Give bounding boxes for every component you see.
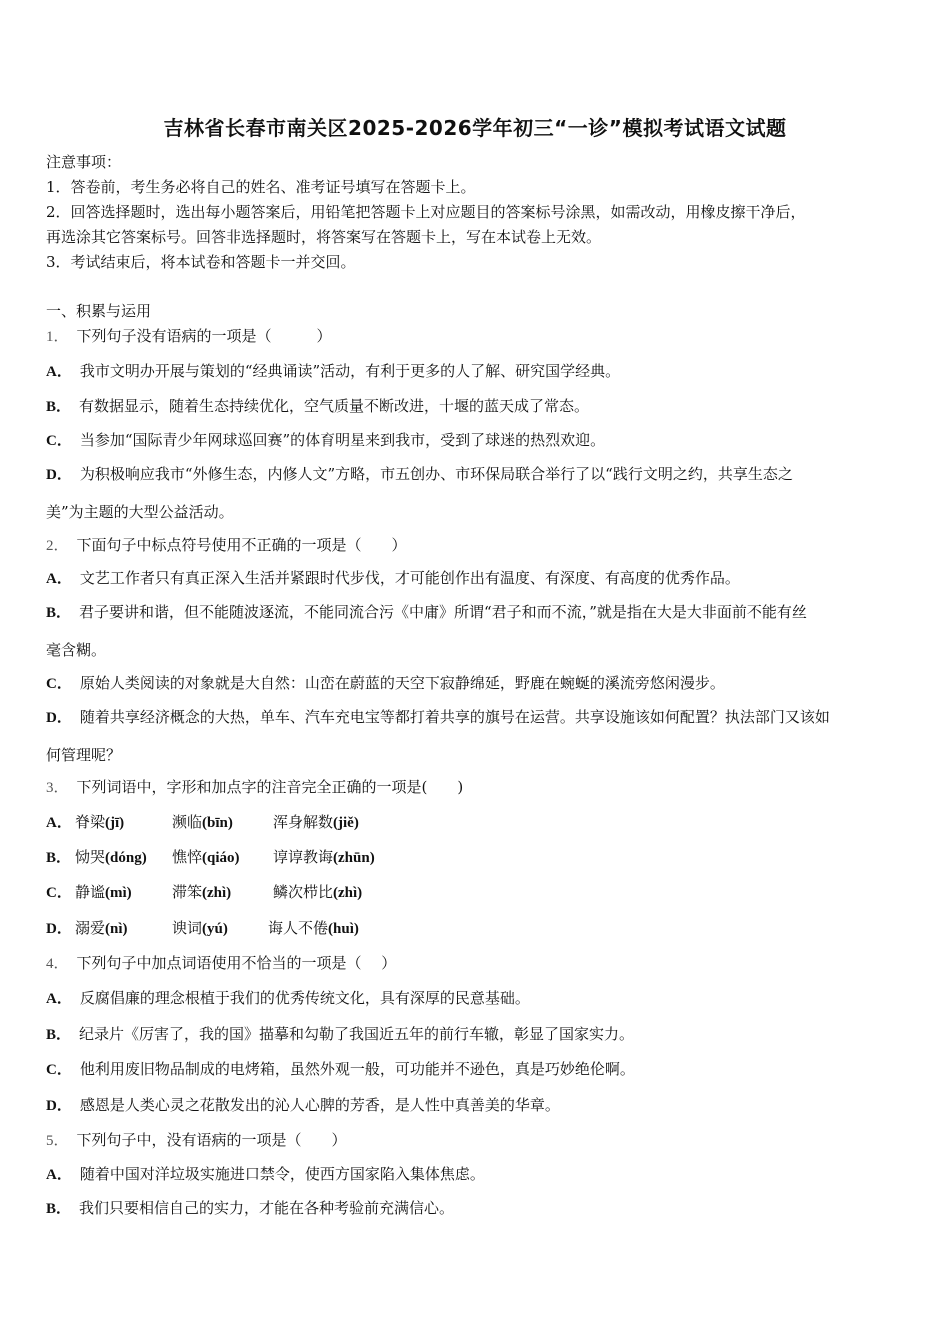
- notice-item: 3．考试结束后，将本试卷和答题卡一并交回。: [46, 253, 356, 271]
- notice-item: 再选涂其它答案标号。回答非选择题时，将答案写在答题卡上，写在本试卷上无效。: [46, 228, 602, 246]
- option-label: C．: [46, 1062, 72, 1078]
- option-label: A．: [46, 364, 72, 380]
- option-label: B．: [46, 1201, 72, 1217]
- option-label: D．: [46, 921, 72, 937]
- option-c-word-2: 滞笨(zhì): [172, 883, 232, 901]
- question-number: 3．: [46, 780, 69, 796]
- option-text: 随着共享经济概念的大热，单车、汽车充电宝等都打着共享的旗号在运营。共享设施该如何配置？执法部门又该如: [79, 708, 830, 726]
- section-heading: 一、积累与运用: [46, 302, 152, 320]
- question-number: 1．: [46, 329, 69, 345]
- question-stem-text: 下列句子中加点词语使用不恰当的一项是（ ）: [76, 954, 397, 972]
- exam-title: 吉林省长春市南关区2025-2026学年初三“一诊”模拟考试语文试题: [163, 116, 787, 140]
- option-d-word-2: 谀词(yú): [172, 919, 228, 937]
- option-label: B．: [46, 605, 72, 621]
- question-number: 2．: [46, 538, 69, 554]
- option-label: C．: [46, 885, 72, 901]
- question-1-stem: [46, 326, 916, 347]
- option-a: [46, 1164, 916, 1185]
- option-d: [46, 464, 916, 485]
- question-stem-text: 下面句子中标点符号使用不正确的一项是（ ）: [76, 536, 407, 554]
- notice-item: 1．答卷前，考生务必将自己的姓名、准考证号填写在答题卡上。: [46, 178, 476, 196]
- option-label: A．: [46, 815, 72, 831]
- option-d-continued: 何管理呢？: [46, 746, 122, 764]
- option-b-word-1: 恸哭(dóng): [75, 848, 147, 866]
- option-d-continued: 美”为主题的大型公益活动。: [46, 503, 234, 521]
- question-number: 4．: [46, 956, 69, 972]
- option-a-word-3: 浑身解数(jiě): [273, 813, 359, 831]
- option-label: C．: [46, 676, 72, 692]
- option-label: B．: [46, 1027, 72, 1043]
- option-d-word-1: 溺爱(nì): [75, 919, 128, 937]
- option-c: [46, 430, 916, 451]
- question-stem-text: 下列句子没有语病的一项是（ ）: [76, 327, 332, 345]
- question-stem-text: 下列句子中，没有语病的一项是（ ）: [76, 1131, 347, 1149]
- option-label: A．: [46, 1167, 72, 1183]
- option-label: A．: [46, 991, 72, 1007]
- question-5-stem: [46, 1130, 916, 1151]
- option-a: [46, 361, 916, 382]
- option-d-word-3: 诲人不倦(huì): [268, 919, 359, 937]
- option-b: [46, 1024, 916, 1045]
- option-text: 我市文明办开展与策划的“经典诵读”活动，有利于更多的人了解、研究国学经典。: [79, 362, 621, 380]
- option-text: 君子要讲和谐，但不能随波逐流，不能同流合污《中庸》所谓“君子和而不流，”就是指在大是大非面前不能有丝: [79, 603, 807, 621]
- option-b: [46, 602, 916, 623]
- option-a-word-1: 脊梁(jī): [75, 813, 125, 831]
- notice-heading: 注意事项：: [46, 153, 122, 171]
- option-c: [46, 673, 916, 694]
- option-a-word-2: 濒临(bīn): [172, 813, 233, 831]
- option-b-continued: 毫含糊。: [46, 641, 107, 659]
- option-label: B．: [46, 399, 72, 415]
- option-label: D．: [46, 710, 72, 726]
- option-text: 有数据显示，随着生态持续优化，空气质量不断改进，十堰的蓝天成了常态。: [79, 397, 590, 415]
- option-b: [46, 1198, 916, 1219]
- option-text: 我们只要相信自己的实力，才能在各种考验前充满信心。: [79, 1199, 455, 1217]
- option-text: 感恩是人类心灵之花散发出的沁人心脾的芳香，是人性中真善美的华章。: [79, 1096, 560, 1114]
- question-stem-text: 下列词语中，字形和加点字的注音完全正确的一项是( ): [76, 778, 464, 796]
- option-text: 当参加“国际青少年网球巡回赛”的体育明星来到我市，受到了球迷的热烈欢迎。: [79, 431, 606, 449]
- question-3-stem: [46, 777, 916, 798]
- option-text: 原始人类阅读的对象就是大自然：山峦在蔚蓝的天空下寂静绵延，野鹿在蜿蜒的溪流旁悠闲漫步。: [79, 674, 725, 692]
- option-label: C．: [46, 433, 72, 449]
- option-d: [46, 707, 916, 728]
- question-number: 5．: [46, 1133, 69, 1149]
- option-text: 随着中国对洋垃圾实施进口禁令，使西方国家陷入集体焦虑。: [79, 1165, 485, 1183]
- option-label: A．: [46, 571, 72, 587]
- option-label: B．: [46, 850, 72, 866]
- option-text: 为积极响应我市“外修生态，内修人文”方略，市五创办、市环保局联合举行了以“践行文明之约，共享生态之: [79, 465, 793, 483]
- question-4-stem: [46, 953, 916, 974]
- option-b-word-2: 憔悴(qiáo): [172, 848, 240, 866]
- question-2-stem: [46, 535, 916, 556]
- option-c-word-1: 静谧(mì): [75, 883, 132, 901]
- option-a: [46, 988, 916, 1009]
- option-text: 纪录片《厉害了，我的国》描摹和勾勒了我国近五年的前行车辙，彰显了国家实力。: [79, 1025, 635, 1043]
- option-c-word-3: 鳞次栉比(zhì): [273, 883, 363, 901]
- option-d: [46, 1095, 916, 1116]
- option-text: 他利用废旧物品制成的电烤箱，虽然外观一般，可功能并不逊色，真是巧妙绝伦啊。: [79, 1060, 635, 1078]
- option-b-word-3: 谆谆教诲(zhūn): [273, 848, 375, 866]
- option-label: D．: [46, 1098, 72, 1114]
- option-a: [46, 568, 916, 589]
- option-b: [46, 396, 916, 417]
- notice-item: 2．回答选择题时，选出每小题答案后，用铅笔把答题卡上对应题目的答案标号涂黑，如需改动，用橡皮擦干净后，: [46, 203, 806, 221]
- option-text: 文艺工作者只有真正深入生活并紧跟时代步伐，才可能创作出有温度、有深度、有高度的优秀作品。: [79, 569, 740, 587]
- option-text: 反腐倡廉的理念根植于我们的优秀传统文化，具有深厚的民意基础。: [79, 989, 530, 1007]
- option-label: D．: [46, 467, 72, 483]
- option-c: [46, 1059, 916, 1080]
